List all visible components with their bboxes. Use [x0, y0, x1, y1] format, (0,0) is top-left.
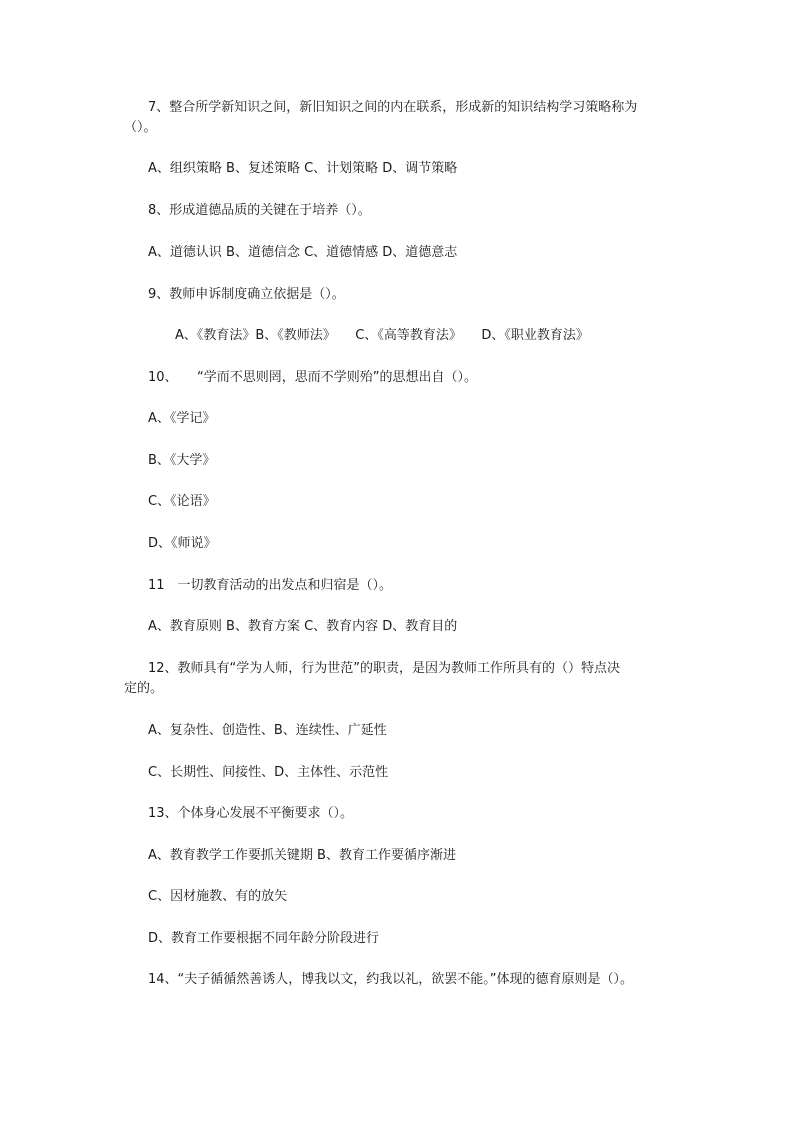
question-12-options-cd: C、长期性、间接性、D、主体性、示范性 — [148, 765, 389, 780]
question-10-option-d: D、《师说》 — [148, 536, 217, 551]
question-13-options-ab: A、教育教学工作要抓关键期 B、教育工作要循序渐进 — [148, 848, 456, 863]
question-7-text: 7、整合所学新知识之间，新旧知识之间的内在联系，形成新的知识结构学习策略称为 — [148, 100, 638, 115]
question-12-options-ab: A、复杂性、创造性、B、连续性、广延性 — [148, 723, 387, 738]
question-12-text-cont: 定的。 — [124, 681, 164, 696]
question-8-text: 8、形成道德品质的关键在于培养（）。 — [148, 203, 371, 218]
question-10-option-c: C、《论语》 — [148, 494, 216, 509]
question-11-text: 11 一切教育活动的出发点和归宿是（）。 — [148, 578, 393, 593]
question-13-option-d: D、教育工作要根据不同年龄分阶段进行 — [148, 931, 380, 946]
question-8-options: A、道德认识 B、道德信念 C、道德情感 D、道德意志 — [148, 245, 458, 260]
question-11-options: A、教育原则 B、教育方案 C、教育内容 D、教育目的 — [148, 619, 458, 634]
question-10-option-a: A、《学记》 — [148, 411, 216, 426]
question-10-option-b: B、《大学》 — [148, 453, 216, 468]
question-14-text: 14、“夫子循循然善诱人，博我以文，约我以礼，欲罢不能。”体现的德育原则是（）。 — [148, 972, 634, 987]
question-7-text-cont: （）。 — [124, 120, 157, 135]
question-13-text: 13、个体身心发展不平衡要求（）。 — [148, 806, 354, 821]
question-10-text: 10、 “学而不思则罔，思而不学则殆”的思想出自（）。 — [148, 370, 478, 385]
question-9-options: A、《教育法》B、《教师法》 C、《高等教育法》 D、《职业教育法》 — [175, 328, 589, 343]
question-13-option-c: C、因材施教、有的放矢 — [148, 889, 288, 904]
question-7-options: A、组织策略 B、复述策略 C、计划策略 D、调节策略 — [148, 161, 458, 176]
question-12-text: 12、教师具有“学为人师，行为世范”的职责，是因为教师工作所具有的（）特点决 — [148, 661, 621, 676]
question-9-text: 9、教师申诉制度确立依据是（）。 — [148, 287, 345, 302]
